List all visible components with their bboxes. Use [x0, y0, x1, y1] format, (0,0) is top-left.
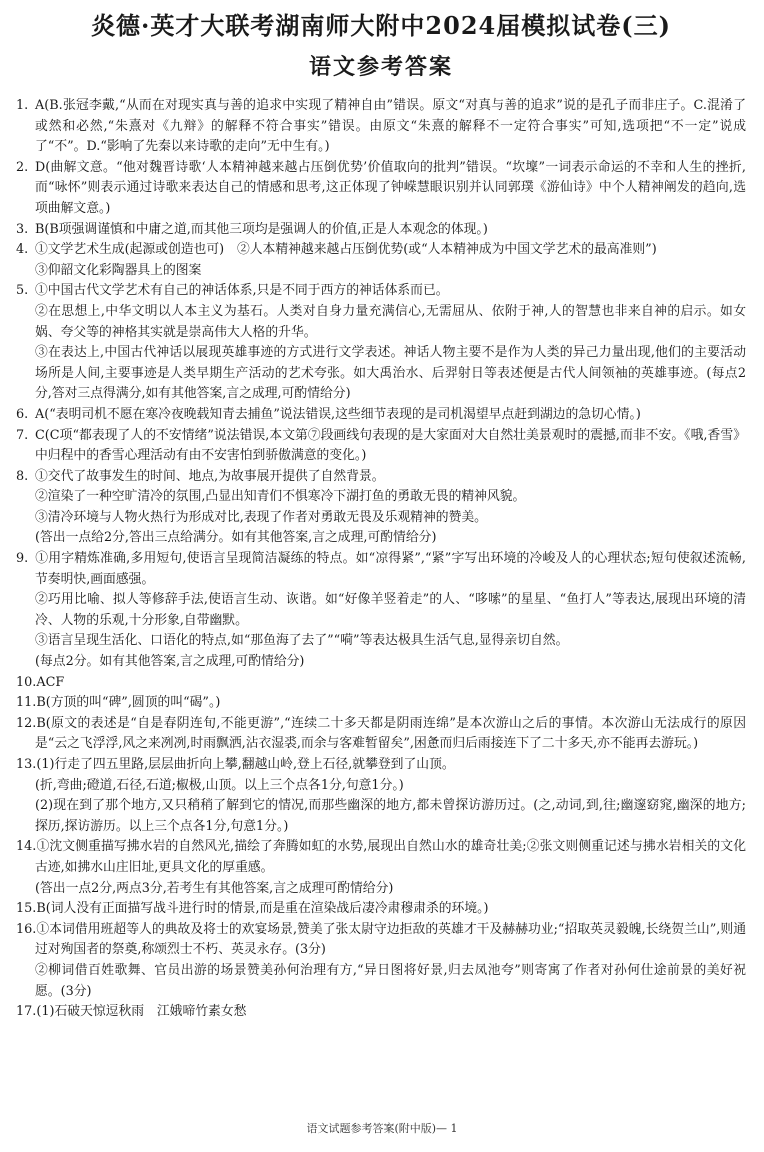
answer-number: 1.	[16, 98, 29, 113]
answer-number: 8.	[16, 468, 29, 484]
answer-subline: (每点2分。如有其他答案,言之成理,可酌情给分)	[35, 654, 305, 670]
answer-item	[16, 549, 746, 590]
answer-text: A(B.张冠李戴,“从而在对现实真与善的追求中实现了精神自由”错误。原文“对真与善的追求”说的是孔子而非庄子。C.混淆了或然和必然,“朱熹对《九辩》的解释不符合事实”错误。由原文“朱熹的解释不一定符合事实”可知,选项把“不一定”说成了“不”。D.“影响了先秦以来诗歌的走向”无中生有。)	[35, 98, 746, 155]
answer-text: ①本词借用班超等人的典故及将士的欢宴场景,赞美了张太尉守边拒敌的英雄才干及赫赫功业;“招取英灵毅魄,长绕贺兰山”,则通过对殉国者的祭奠,称颂烈士不朽、英灵永存。(3分)	[35, 921, 746, 958]
answer-number: 13.	[16, 757, 37, 772]
page-footer: 语文试题参考答案(附中版)— 1	[306, 1122, 458, 1135]
answer-number: 5.	[16, 283, 29, 299]
answer-item	[16, 158, 746, 220]
answer-item	[16, 467, 746, 488]
answer-item	[16, 837, 746, 878]
answer-subline: ②渲染了一种空旷清冷的氛围,凸显出知青们不惧寒冷下湖打鱼的勇敢无畏的精神风貌。	[35, 489, 526, 505]
answer-item	[16, 673, 746, 694]
answer-item	[16, 693, 746, 714]
answer-item	[16, 240, 746, 261]
answer-subline: ②在思想上,中华文明以人本主义为基石。人类对自身力量充满信心,无需屈从、依附于神,人的智慧也非来自神的启示。如女娲、夸父等的神格其实就是崇高伟大人格的升华。	[35, 303, 746, 340]
answer-number: 11.	[16, 695, 37, 711]
answer-subline: ③清冷环境与人物火热行为形成对比,表现了作者对勇敢无畏及乐观精神的赞美。	[35, 509, 487, 525]
answer-number: 3.	[16, 221, 29, 237]
answer-text: ①交代了故事发生的时间、地点,为故事展开提供了自然背景。	[35, 468, 385, 484]
answer-number: 7.	[16, 427, 29, 443]
answer-item	[16, 899, 746, 920]
answer-subline: ③仰韶文化彩陶器具上的图案	[35, 262, 202, 278]
answer-text: A(“表明司机不愿在寒冷夜晚载知青去捕鱼”说法错误,这些细节表现的是司机渴望早点赶到湖边的急切心情。)	[35, 406, 641, 422]
answer-text: ①中国古代文学艺术有自己的神话体系,只是不同于西方的神话体系而已。	[35, 283, 449, 299]
answer-item	[16, 281, 746, 302]
answer-number: 10.	[16, 674, 37, 690]
answer-item	[16, 96, 746, 158]
page-subtitle: 语文参考答案	[308, 54, 453, 80]
answer-item	[16, 755, 746, 776]
answer-text: ①文学艺术生成(起源或创造也可) ②人本精神越来越占压倒优势(或“人本精神成为中国文学艺术的最高准则”)	[35, 242, 657, 258]
answer-number: 15.	[16, 901, 37, 917]
answer-number: 4.	[16, 242, 29, 258]
answer-text: B(B项强调谨慎和中庸之道,而其他三项均是强调人的价值,正是人本观念的体现。)	[35, 221, 488, 237]
answer-subline: (折,弯曲;磴道,石径,石道;椒极,山顶。以上三个点各1分,句意1分。)	[35, 777, 404, 793]
answer-subline: ②柳词借百姓歌舞、官员出游的场景赞美孙何治理有方,“异日图将好景,归去凤池夸”则寄寓了作者对孙何仕途前景的美好祝愿。(3分)	[35, 962, 746, 999]
answer-text: B(原文的表述是“自是春阴连旬,不能更游”,“连续二十多天都是阴雨连绵”是本次游山之后的事情。本次游山无法成行的原因是“云之飞浮浮,风之来冽冽,时雨飘洒,沾衣湿裘,而余与客难暂留矣”,困惫而归后雨接连下了二十多天,亦不能再去游玩。)	[35, 715, 746, 752]
answer-subline: (答出一点给2分,答出三点给满分。如有其他答案,言之成理,可酌情给分)	[35, 530, 437, 546]
answer-subline: ②巧用比喻、拟人等修辞手法,使语言生动、诙谐。如“好像羊竖着走”的人、“哆嗦”的星星、“鱼打人”等表达,展现出环境的清冷、人物的乐观,十分形象,自带幽默。	[35, 592, 746, 628]
answer-subline: ③语言呈现生活化、口语化的特点,如“那鱼海了去了”“嗬”等表达极具生活气息,显得亲切自然。	[35, 633, 569, 649]
answer-number: 12.	[16, 715, 37, 731]
answer-item	[16, 426, 746, 467]
answer-subline: (2)现在到了那个地方,又只稍稍了解到它的情况,而那些幽深的地方,都未曾探访游历过。(之,动词,到,往;幽邃窈窕,幽深的地方;探历,探访游历。以上三个点各1分,句意1分。)	[35, 798, 746, 834]
answer-text: ACF	[36, 674, 65, 690]
answer-subline: (答出一点2分,两点3分,若考生有其他答案,言之成理可酌情给分)	[35, 880, 394, 896]
answer-text: ①用字精炼准确,多用短句,使语言呈现简洁凝练的特点。如“凉得紧”,“紧”字写出环境的冷峻及人的心理状态;短句使叙述流畅,节奏明快,画面感强。	[35, 551, 746, 587]
answer-text: ①沈文侧重描写拂水岩的自然风光,描绘了奔腾如虹的水势,展现出自然山水的雄奇壮美;②张文则侧重记述与拂水岩相关的文化古迹,如拂水山庄旧址,更具文化的厚重感。	[35, 839, 746, 875]
answer-item	[16, 220, 746, 241]
answer-text: B(方顶的叫“碑”,圆顶的叫“碣”。)	[36, 695, 221, 711]
answer-text: C(C项“都表现了人的不安情绪”说法错误,本文第⑦段画线句表现的是大家面对大自然壮美景观时的震撼,而非不安。《哦,香雪》中归程中的香雪心理活动有由不安害怕到骄傲满意的变化。)	[35, 427, 746, 464]
answer-text: (1)石破天惊逗秋雨 江娥啼竹素女愁	[36, 1004, 247, 1020]
answer-number: 17.	[16, 1004, 37, 1020]
answer-text: B(词人没有正面描写战斗进行时的情景,而是重在渲染战后凄冷肃穆肃杀的环境。)	[36, 901, 489, 917]
answer-number: 14.	[16, 839, 37, 855]
answer-text: D(曲解文意。“他对魏晋诗歌‘人本精神越来越占压倒优势’价值取向的批判”错误。“坎壈”一词表示命运的不幸和人生的挫折,而“咏怀”则表示通过诗歌来表达自己的情感和思考,这正体现了钟嵘慧眼识别并认同郭璞《游仙诗》中个人精神阐发的趋向,选项曲解文意。)	[35, 159, 746, 216]
answer-item	[16, 405, 746, 426]
answers-list	[16, 96, 746, 1023]
answer-number: 16.	[16, 921, 37, 937]
answer-number: 9.	[16, 551, 29, 567]
answer-item	[16, 920, 746, 961]
answer-text: (1)行走了四五里路,层层曲折向上攀,翻越山岭,登上石径,就攀登到了山顶。	[36, 757, 455, 772]
answer-number: 6.	[16, 406, 29, 422]
answer-number: 2.	[16, 159, 29, 175]
answer-subline: ③在表达上,中国古代神话以展现英雄事迹的方式进行文学表述。神话人物主要不是作为人类的异己力量出现,他们的主要活动场所是人间,主要事迹是人类早期生产活动的艺术夸张。如大禹治水、后羿射日等表述便是古代人间领袖的英雄事迹。(每点2分,答对三点得满分,如有其他答案,言之成理,可酌情给分)	[35, 345, 746, 402]
answer-item	[16, 714, 746, 755]
page-title: 炎德·英才大联考湖南师大附中2024届模拟试卷(三)	[91, 11, 671, 40]
answer-item	[16, 1002, 746, 1023]
